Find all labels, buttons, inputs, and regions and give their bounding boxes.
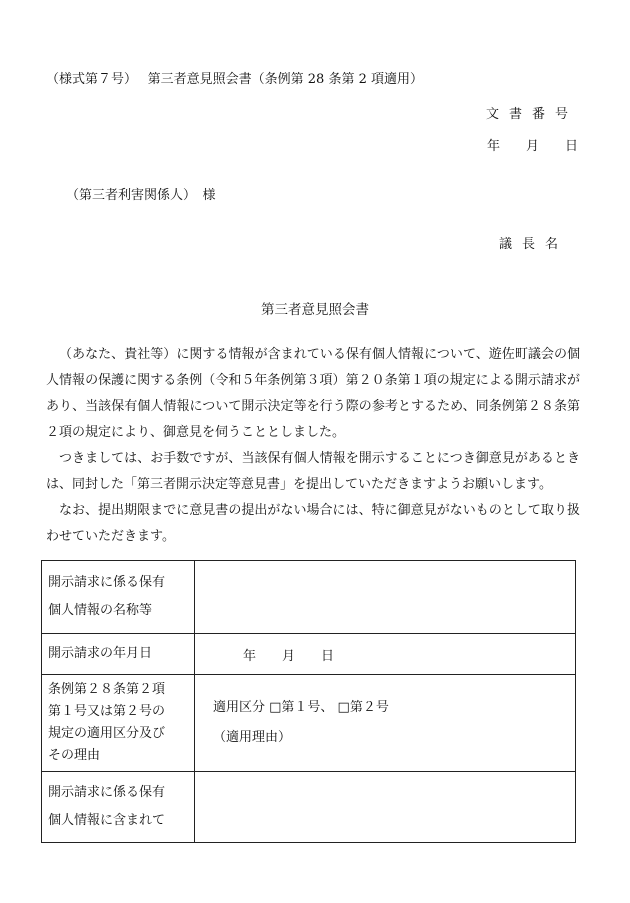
addressee: （第三者利害関係人） 様: [66, 188, 216, 203]
row-value-field[interactable]: [195, 772, 576, 843]
table-row: [42, 675, 576, 772]
row-value-field[interactable]: [195, 561, 576, 634]
row-label: 条例第２８条第２項 第１号又は第２号の 規定の適用区分及び その理由: [42, 675, 195, 772]
body-paragraph: つきましては、お手数ですが、当該保有個人情報を開示することにつき御意見があるときは、同封した「第三者開示決定等意見書」を提出していただきますようお願いします。: [46, 451, 580, 492]
reason-label: （適用理由）: [213, 730, 292, 745]
applicable-category-field[interactable]: [195, 675, 576, 772]
category-checkboxes[interactable]: 適用区分 □第１号、 □第２号: [213, 700, 389, 715]
table-row: [42, 772, 576, 843]
date-year: 年: [486, 139, 500, 154]
body-paragraph: （あなた、貴社等）に関する情報が含まれている保有個人情報について、遊佐町議会の個人情報の保護に関する条例（令和５年条例第３項）第２０条第１項の規定による開示請求があり、当該保有個人情報について開示決定等を行う際の参考とするため、同条例第２８条第２項の規定により、御意見を伺うこととしました。: [46, 347, 580, 440]
document-title: 第三者意見照会書: [261, 302, 369, 318]
info-table: [41, 560, 576, 843]
sender-name: 議長名: [498, 237, 568, 252]
table-row: [42, 561, 576, 634]
date-header: [487, 135, 578, 154]
row-label: 開示請求に係る保有 個人情報に含まれて: [42, 772, 195, 843]
date-month: 月: [525, 139, 539, 154]
row-label: 開示請求の年月日: [42, 634, 195, 675]
body-text: [46, 342, 580, 550]
document-number-label: 文書番号: [485, 107, 578, 122]
date-day: 日: [564, 139, 578, 154]
row-label: 開示請求に係る保有 個人情報の名称等: [42, 561, 195, 634]
body-paragraph: なお、提出期限までに意見書の提出がない場合には、特に御意見がないものとして取り扱わせていただきます。: [46, 503, 580, 544]
table-row: [42, 634, 576, 675]
form-number: （様式第７号） 第三者意見照会書（条例第 28 条第 2 項適用）: [46, 72, 423, 87]
request-date-field[interactable]: 年 月 日: [195, 634, 576, 675]
